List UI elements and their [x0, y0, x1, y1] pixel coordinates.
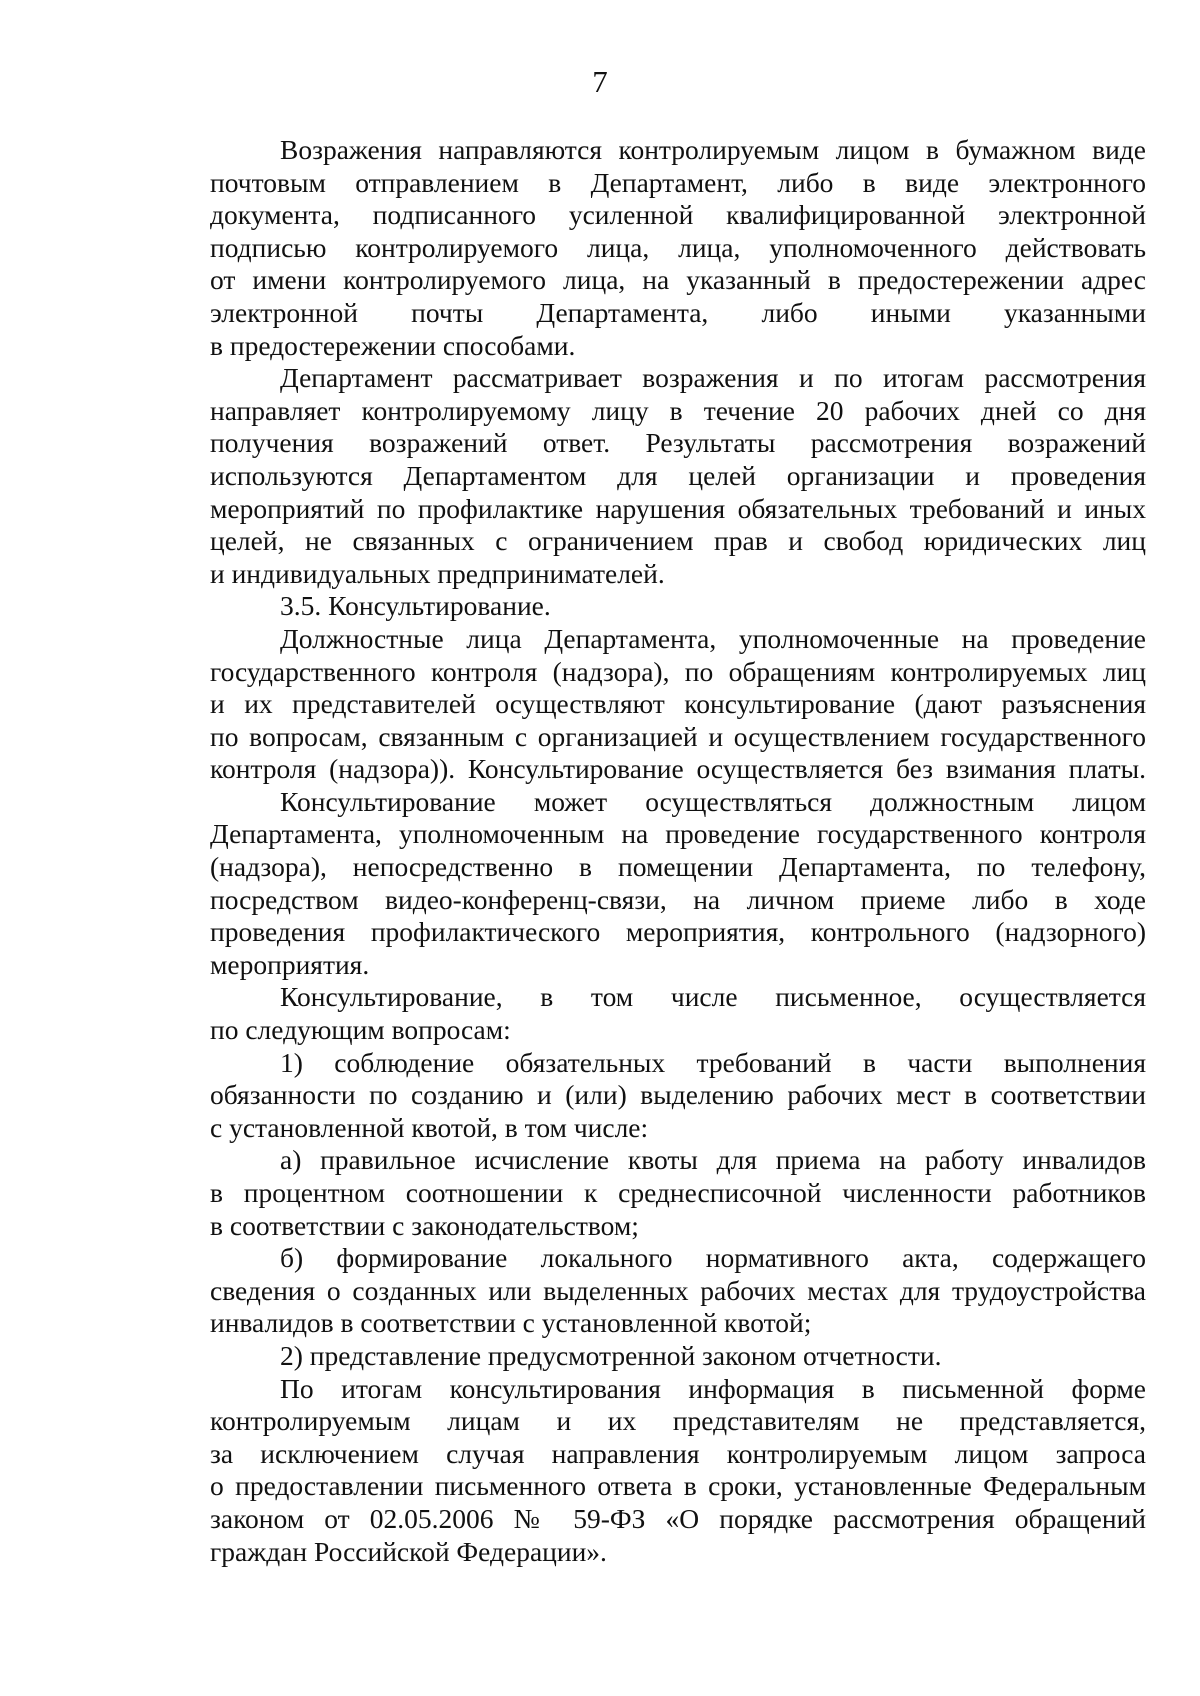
paragraph-consulting-results — [210, 1373, 1146, 1569]
text-line: по вопросам, связанным с организацией и осуществлением государственного — [210, 720, 1146, 752]
list-subitem-a — [210, 1144, 1146, 1242]
text-line: б) формирование локального нормативного акта, содержащего — [280, 1242, 1146, 1274]
text-line: Департамент рассматривает возражения и по итогам рассмотрения — [280, 362, 1146, 394]
text-line: о предоставлении письменного ответа в сроки, установленные Федеральным — [210, 1470, 1146, 1502]
paragraph-objections — [210, 134, 1146, 362]
text-line: электронной почты Департамента, либо иными указанными — [210, 296, 1146, 328]
text-line: Консультирование может осуществляться должностным лицом — [280, 785, 1146, 817]
text-line: 3.5. Консультирование. — [280, 590, 551, 622]
text-line: Возражения направляются контролируемым лицом в бумажном виде — [280, 134, 1146, 165]
text-line: документа, подписанного усиленной квалифицированной электронной — [210, 199, 1146, 231]
text-line: от имени контролируемого лица, на указанный в предостережении адрес — [210, 264, 1146, 296]
text-line: а) правильное исчисление квоты для приема на работу инвалидов — [280, 1144, 1146, 1176]
text-line: за исключением случая направления контролируемым лицом запроса — [210, 1437, 1146, 1469]
text-line: и их представителей осуществляют консультирование (дают разъяснения — [210, 688, 1146, 720]
text-line: контролируемым лицам и их представителям не представляется, — [210, 1405, 1146, 1437]
section-heading-consulting — [210, 590, 1146, 623]
text-line: инвалидов в соответствии с установленной квотой; — [210, 1307, 812, 1339]
text-line: (надзора), непосредственно в помещении Департамента, по телефону, — [210, 851, 1146, 883]
text-line: направляет контролируемому лицу в течение 20 рабочих дней со дня — [210, 394, 1146, 426]
text-line: по следующим вопросам: — [210, 1014, 511, 1046]
text-line: и индивидуальных предпринимателей. — [210, 557, 665, 589]
text-line: мероприятия. — [210, 948, 370, 980]
text-line: По итогам консультирования информация в письменной форме — [280, 1372, 1146, 1404]
text-line: Департамента, уполномоченным на проведение государственного контроля — [210, 818, 1146, 850]
paragraph-consulting-methods — [210, 786, 1146, 982]
list-subitem-b — [210, 1242, 1146, 1340]
text-line: контроля (надзора)). Консультирование осуществляется без взимания платы. — [210, 753, 1146, 785]
text-line: законом от 02.05.2006 № 59-ФЗ «О порядке рассмотрения обращений — [210, 1502, 1146, 1534]
list-item-1 — [210, 1047, 1146, 1145]
text-line: в предостережении способами. — [210, 329, 576, 361]
text-line: используются Департаментом для целей организации и проведения — [210, 459, 1146, 491]
text-line: сведения о созданных или выделенных рабочих местах для трудоустройства — [210, 1274, 1146, 1306]
text-line: мероприятий по профилактике нарушения обязательных требований и иных — [210, 492, 1146, 524]
text-line: в соответствии с законодательством; — [210, 1209, 639, 1241]
text-line: получения возражений ответ. Результаты рассмотрения возражений — [210, 427, 1146, 459]
list-item-2 — [210, 1340, 1146, 1373]
text-line: целей, не связанных с ограничением прав и свобод юридических лиц — [210, 525, 1146, 557]
paragraph-consulting-topics — [210, 981, 1146, 1046]
text-line: проведения профилактического мероприятия, контрольного (надзорного) — [210, 916, 1146, 948]
text-line: почтовым отправлением в Департамент, либо в виде электронного — [210, 166, 1146, 198]
text-line: с установленной квотой, в том числе: — [210, 1111, 649, 1143]
paragraph-department-review — [210, 362, 1146, 590]
text-line: государственного контроля (надзора), по обращениям контролируемых лиц — [210, 655, 1146, 687]
text-line: граждан Российской Федерации». — [210, 1535, 607, 1567]
text-line: 1) соблюдение обязательных требований в части выполнения — [280, 1046, 1146, 1078]
text-line: обязанности по созданию и (или) выделению рабочих мест в соответствии — [210, 1079, 1146, 1111]
paragraph-officials — [210, 623, 1146, 786]
text-line: подписью контролируемого лица, лица, уполномоченного действовать — [210, 231, 1146, 263]
text-line: в процентном соотношении к среднесписочной численности работников — [210, 1177, 1146, 1208]
text-line: 2) представление предусмотренной законом отчетности. — [280, 1339, 942, 1371]
text-line: посредством видео-конференц-связи, на личном приеме либо в ходе — [210, 883, 1146, 915]
page-number: 7 — [592, 64, 608, 99]
text-line: Консультирование, в том числе письменное, осуществляется — [280, 981, 1146, 1013]
text-line: Должностные лица Департамента, уполномоченные на проведение — [280, 622, 1146, 654]
document-body — [210, 134, 1146, 1568]
